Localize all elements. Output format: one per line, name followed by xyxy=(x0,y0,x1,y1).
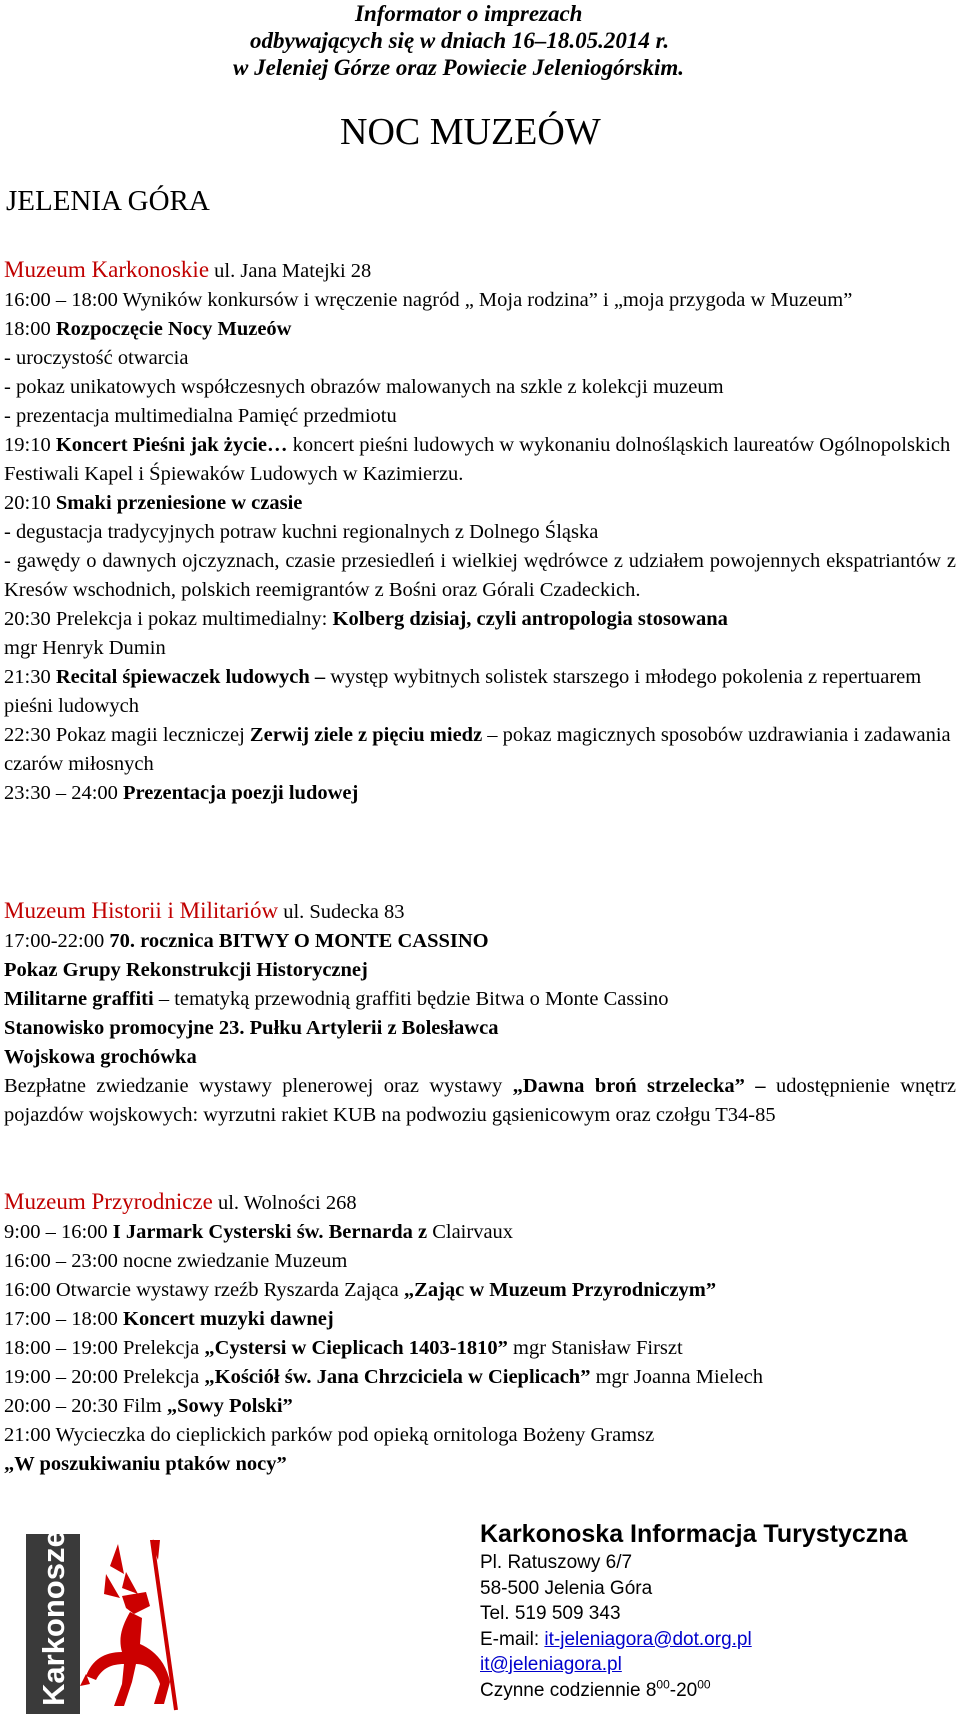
header-line-2: odbywających się w dniach 16–18.05.2014 r. xyxy=(250,28,670,53)
event-title: Militarne graffiti xyxy=(4,988,154,1010)
event-line xyxy=(4,1392,956,1421)
event-line xyxy=(4,1450,956,1479)
event-line xyxy=(4,605,956,634)
hours-sup: 00 xyxy=(656,1677,670,1692)
hours-sup: 00 xyxy=(697,1677,711,1692)
event-text: udostępnienie wnętrz pojazdów wojskowych: wyrzutni rakiet KUB na podwoziu gąsienicowym oraz czołgu T34-85 xyxy=(4,1075,956,1126)
event-line xyxy=(4,1014,956,1043)
museum-name: Muzeum Przyrodnicze xyxy=(4,1189,213,1214)
event-line xyxy=(4,315,956,344)
event-line xyxy=(4,927,956,956)
contact-email-row-2 xyxy=(480,1652,950,1678)
museum-name: Muzeum Historii i Militariów xyxy=(4,898,279,923)
email-label: E-mail: xyxy=(480,1628,545,1650)
city-heading: JELENIA GÓRA xyxy=(6,185,210,217)
event-title: Stanowisko promocyjne 23. Pułku Artylerii z Bolesławca xyxy=(4,1017,499,1039)
event-text: koncert pieśni ludowych w wykonaniu dolnośląskich laureatów Ogólnopolskich Festiwali Kapel i Śpiewaków Ludowych w Kazimierzu. xyxy=(4,434,951,485)
museum-historii-section xyxy=(4,896,956,1130)
event-title: „Cystersi w Cieplicach 1403-1810” xyxy=(204,1337,508,1359)
logo-text: Karkonosze xyxy=(36,1534,71,1706)
event-time: 19:10 xyxy=(4,434,56,456)
event-title: „Zając w Muzeum Przyrodniczym” xyxy=(403,1279,717,1301)
contact-postal: 58-500 Jelenia Góra xyxy=(480,1577,653,1599)
event-line xyxy=(4,663,956,721)
event-title: Wojskowa grochówka xyxy=(4,1046,197,1068)
header-line-3: w Jeleniej Górze oraz Powiecie Jeleniogórskim. xyxy=(233,55,685,80)
museum-address: ul. Sudecka 83 xyxy=(278,901,405,923)
event-line: 16:00 – 18:00 Wyników konkursów i wręczenie nagród „ Moja rodzina” i „moja przygoda w Muzeum” xyxy=(4,289,853,311)
museum-karkonoskie-section xyxy=(4,255,956,808)
event-title: Pokaz Grupy Rekonstrukcji Historycznej xyxy=(4,959,368,981)
contact-street: Pl. Ratuszowy 6/7 xyxy=(480,1552,633,1573)
event-title: Koncert muzyki dawnej xyxy=(123,1308,334,1330)
event-title: Prezentacja poezji ludowej xyxy=(123,782,359,804)
event-title: „W poszukiwaniu ptaków nocy” xyxy=(4,1453,287,1475)
event-title: Kolberg dzisiaj, czyli antropologia stosowana xyxy=(332,608,728,630)
event-line: 21:00 Wycieczka do cieplickich parków pod opieką ornitologa Bożeny Gramsz xyxy=(4,1424,655,1446)
karkonosze-logo xyxy=(26,1534,236,1714)
page-title: NOC MUZEÓW xyxy=(340,111,601,153)
hours-text: Czynne codziennie 8 xyxy=(480,1679,657,1701)
event-line xyxy=(4,431,956,489)
event-text: 19:00 – 20:00 Prelekcja xyxy=(4,1366,205,1388)
event-line xyxy=(4,1305,956,1334)
event-text: 20:00 – 20:30 Film xyxy=(4,1395,167,1417)
deer-icon xyxy=(80,1540,176,1710)
event-line xyxy=(4,1072,956,1130)
museum-address: ul. Jana Matejki 28 xyxy=(209,260,372,282)
tourist-info-contact xyxy=(480,1518,950,1703)
event-title: Rozpoczęcie Nocy Muzeów xyxy=(55,318,292,340)
event-line xyxy=(4,721,956,779)
event-time: 17:00-22:00 xyxy=(4,930,110,952)
event-time: 23:30 – 24:00 xyxy=(4,782,124,804)
email-link-2[interactable]: it@jeleniagora.pl xyxy=(480,1654,622,1675)
event-line xyxy=(4,956,956,985)
event-line: mgr Henryk Dumin xyxy=(4,637,166,659)
event-text: mgr Joanna Mielech xyxy=(590,1366,763,1388)
event-text: występ wybitnych solistek starszego i młodego pokolenia z repertuarem pieśni ludowych xyxy=(4,666,922,717)
event-text: 20:30 Prelekcja i pokaz multimedialny: xyxy=(4,608,333,630)
event-line xyxy=(4,1043,956,1072)
event-line xyxy=(4,779,956,808)
event-line: - pokaz unikatowych współczesnych obrazów malowanych na szkle z kolekcji muzeum xyxy=(4,376,724,398)
event-title: Recital śpiewaczek ludowych – xyxy=(55,666,326,688)
event-title: „Sowy Polski” xyxy=(166,1395,293,1417)
logo-graphic xyxy=(26,1534,236,1714)
event-title: 70. rocznica BITWY O MONTE CASSINO xyxy=(109,930,489,952)
event-text: – pokaz magicznych sposobów uzdrawiania i zadawania czarów miłosnych xyxy=(4,724,951,775)
event-time: 17:00 – 18:00 xyxy=(4,1308,124,1330)
event-line xyxy=(4,1276,956,1305)
event-text: 22:30 Pokaz magii leczniczej xyxy=(4,724,250,746)
contact-hours xyxy=(480,1678,950,1704)
event-text: – tematyką przewodnią graffiti będzie Bitwa o Monte Cassino xyxy=(153,988,669,1010)
contact-organization: Karkonoska Informacja Turystyczna xyxy=(480,1520,908,1548)
event-line xyxy=(4,1334,956,1363)
event-time: 9:00 – 16:00 xyxy=(4,1221,113,1243)
event-line xyxy=(4,1218,956,1247)
event-time: 21:30 xyxy=(4,666,56,688)
event-text: Clairvaux xyxy=(427,1221,514,1243)
event-title: I Jarmark Cysterski św. Bernarda z xyxy=(112,1221,428,1243)
event-line: - uroczystość otwarcia xyxy=(4,347,189,369)
event-text: Bezpłatne zwiedzanie wystawy plenerowej oraz wystawy xyxy=(4,1075,513,1097)
event-line: - prezentacja multimedialna Pamięć przedmiotu xyxy=(4,405,397,427)
event-line xyxy=(4,489,956,518)
event-title: Smaki przeniesione w czasie xyxy=(55,492,303,514)
event-line xyxy=(4,985,956,1014)
event-title: Zerwij ziele z pięciu miedz xyxy=(249,724,483,746)
event-title: „Kościół św. Jana Chrzciciela w Cieplicach” xyxy=(204,1366,591,1388)
event-line: 16:00 – 23:00 nocne zwiedzanie Muzeum xyxy=(4,1250,348,1272)
event-title: Koncert Pieśni jak życie… xyxy=(55,434,288,456)
event-line: - degustacja tradycyjnych potraw kuchni regionalnych z Dolnego Śląska xyxy=(4,521,599,543)
museum-heading xyxy=(4,896,956,927)
event-line xyxy=(4,1363,956,1392)
event-text: 16:00 Otwarcie wystawy rzeźb Ryszarda Zająca xyxy=(4,1279,404,1301)
museum-heading xyxy=(4,255,956,286)
email-link-1[interactable]: it-jeleniagora@dot.org.pl xyxy=(544,1628,752,1650)
contact-phone: Tel. 519 509 343 xyxy=(480,1603,621,1624)
event-time: 18:00 xyxy=(4,318,56,340)
event-title: „Dawna broń strzelecka” – xyxy=(512,1075,766,1097)
hours-text: -20 xyxy=(669,1679,698,1701)
header-line-1: Informator o imprezach xyxy=(355,1,583,26)
museum-heading xyxy=(4,1187,956,1218)
event-time: 20:10 xyxy=(4,492,56,514)
event-text: 18:00 – 19:00 Prelekcja xyxy=(4,1337,205,1359)
museum-przyrodnicze-section xyxy=(4,1187,956,1479)
museum-address: ul. Wolności 268 xyxy=(212,1192,357,1214)
contact-email-row xyxy=(480,1627,950,1653)
event-line: - gawędy o dawnych ojczyznach, czasie przesiedleń i wielkiej wędrówce z udziałem powojennych ekspatriantów z Kresów wschodnich, polskich reemigrantów z Bośni oraz Górali Czadeckich. xyxy=(4,550,956,601)
event-text: mgr Stanisław Firszt xyxy=(507,1337,683,1359)
museum-name: Muzeum Karkonoskie xyxy=(4,257,210,282)
